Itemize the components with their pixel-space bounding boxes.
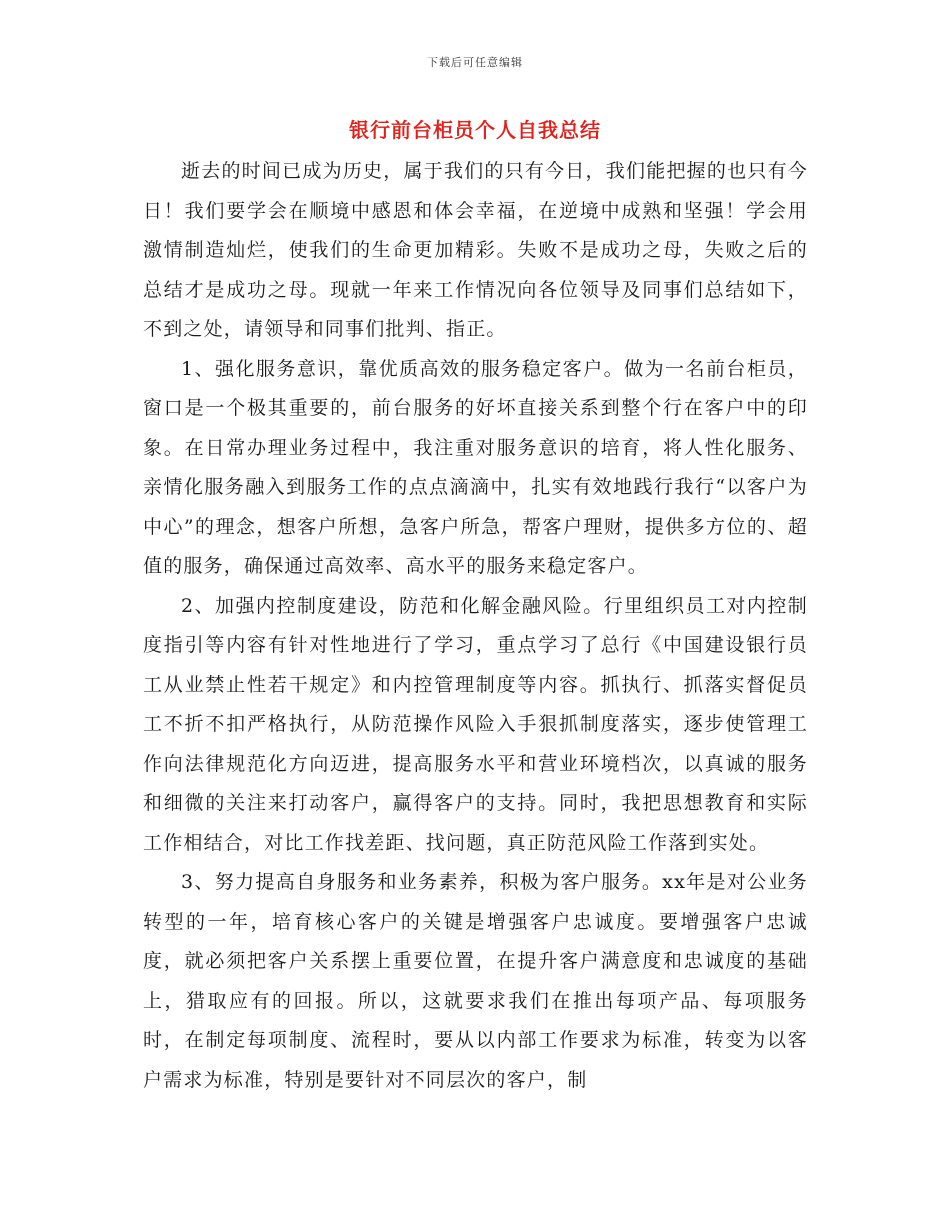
paragraph-intro: 逝去的时间已成为历史，属于我们的只有今日，我们能把握的也只有今日！我们要学会在顺境中感恩和体会幸福，在逆境中成熟和坚强！学会用激情制造灿烂，使我们的生命更加精彩。失败不是成功之母，失败之后的总结才是成功之母。现就一年来工作情况向各位领导及同事们总结如下，不到之处，请领导和同事们批判、指正。: [143, 160, 808, 340]
header-note: 下载后可任意编辑: [427, 56, 523, 69]
paragraph-service-awareness: 1、强化服务意识，靠优质高效的服务稳定客户。做为一名前台柜员，窗口是一个极其重要的，前台服务的好坏直接关系到整个行在客户中的印象。在日常办理业务过程中，我注重对服务意识的培育，将人性化服务、亲情化服务融入到服务工作的点点滴滴中，扎实有效地践行我行“以客户为中心”的理念，想客户所想，急客户所急，帮客户理财，提供多方位的、超值的服务，确保通过高效率、高水平的服务来稳定客户。: [143, 357, 808, 577]
paragraph-internal-control: 2、加强内控制度建设，防范和化解金融风险。行里组织员工对内控制度指引等内容有针对性地进行了学习，重点学习了总行《中国建设银行员工从业禁止性若干规定》和内控管理制度等内容。抓执行、抓落实督促员工不折不扣严格执行，从防范操作风险入手狠抓制度落实，逐步使管理工作向法律规范化方向迈进，提高服务水平和营业环境档次，以真诚的服务和细微的关注来打动客户，赢得客户的支持。同时，我把思想教育和实际工作相结合，对比工作找差距、找问题，真正防范风险工作落到实处。: [143, 594, 808, 854]
document-body: [143, 152, 808, 1100]
paragraph-self-improvement: 3、努力提高自身服务和业务素养，积极为客户服务。xx年是对公业务转型的一年，培育核心客户的关键是增强客户忠诚度。要增强客户忠诚度，就必须把客户关系摆上重要位置，在提升客户满意度和忠诚度的基础上，猎取应有的回报。所以，这就要求我们在推出每项产品、每项服务时，在制定每项制度、流程时，要从以内部工作要求为标准，转变为以客户需求为标准，特别是要针对不同层次的客户，制: [143, 871, 808, 1091]
document-title: 银行前台柜员个人自我总结: [349, 118, 601, 142]
